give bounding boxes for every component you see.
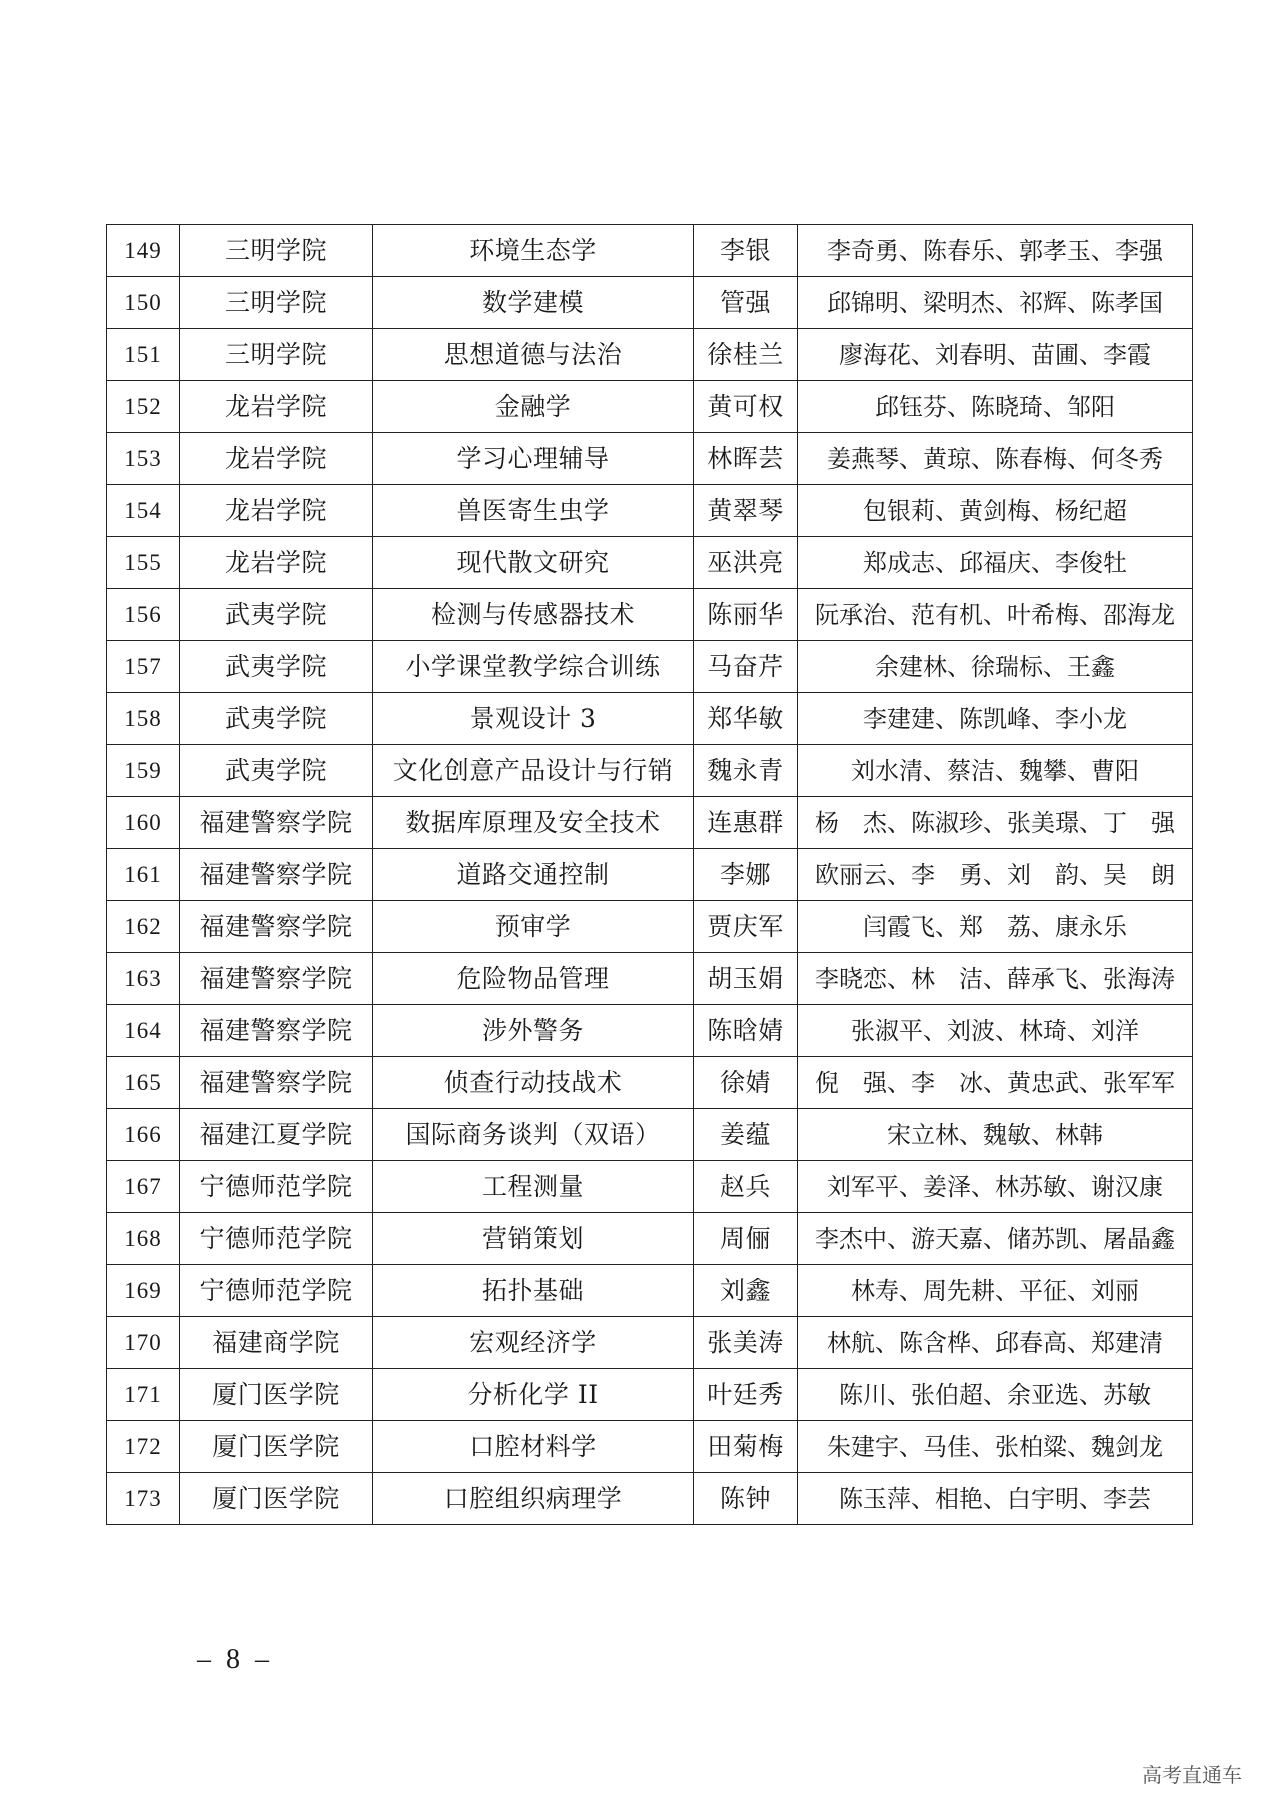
school-name: 福建警察学院 xyxy=(180,797,373,849)
row-number: 161 xyxy=(107,849,180,901)
course-name: 检测与传感器技术 xyxy=(373,589,694,641)
row-number: 170 xyxy=(107,1317,180,1369)
row-number: 166 xyxy=(107,1109,180,1161)
course-leader: 胡玉娟 xyxy=(694,953,798,1005)
row-number: 162 xyxy=(107,901,180,953)
school-name: 福建警察学院 xyxy=(180,849,373,901)
row-number: 151 xyxy=(107,329,180,381)
table-row xyxy=(107,485,1193,537)
team-members: 倪 强、李 冰、黄忠武、张军军 xyxy=(798,1057,1193,1109)
team-members: 姜燕琴、黄琼、陈春梅、何冬秀 xyxy=(798,433,1193,485)
row-number: 165 xyxy=(107,1057,180,1109)
row-number: 150 xyxy=(107,277,180,329)
course-leader: 刘鑫 xyxy=(694,1265,798,1317)
team-members: 林航、陈含桦、邱春高、郑建清 xyxy=(798,1317,1193,1369)
team-members: 闫霞飞、郑 荔、康永乐 xyxy=(798,901,1193,953)
course-name: 宏观经济学 xyxy=(373,1317,694,1369)
course-leader: 陈晗婧 xyxy=(694,1005,798,1057)
table-row xyxy=(107,537,1193,589)
row-number: 169 xyxy=(107,1265,180,1317)
course-name: 营销策划 xyxy=(373,1213,694,1265)
course-leader: 陈丽华 xyxy=(694,589,798,641)
table-row xyxy=(107,745,1193,797)
school-name: 福建警察学院 xyxy=(180,1005,373,1057)
school-name: 厦门医学院 xyxy=(180,1473,373,1525)
row-number: 164 xyxy=(107,1005,180,1057)
school-name: 三明学院 xyxy=(180,225,373,277)
table-row xyxy=(107,433,1193,485)
team-members: 张淑平、刘波、林琦、刘洋 xyxy=(798,1005,1193,1057)
row-number: 153 xyxy=(107,433,180,485)
course-leader: 马奋芹 xyxy=(694,641,798,693)
school-name: 武夷学院 xyxy=(180,693,373,745)
school-name: 福建警察学院 xyxy=(180,1057,373,1109)
course-name: 拓扑基础 xyxy=(373,1265,694,1317)
school-name: 武夷学院 xyxy=(180,641,373,693)
table-row xyxy=(107,1161,1193,1213)
school-name: 龙岩学院 xyxy=(180,433,373,485)
school-name: 福建江夏学院 xyxy=(180,1109,373,1161)
table-row xyxy=(107,693,1193,745)
course-leader: 贾庆军 xyxy=(694,901,798,953)
row-number: 163 xyxy=(107,953,180,1005)
school-name: 龙岩学院 xyxy=(180,537,373,589)
course-leader: 管强 xyxy=(694,277,798,329)
team-members: 李杰中、游天嘉、储苏凯、屠晶鑫 xyxy=(798,1213,1193,1265)
course-name: 金融学 xyxy=(373,381,694,433)
school-name: 三明学院 xyxy=(180,277,373,329)
team-members: 林寿、周先耕、平征、刘丽 xyxy=(798,1265,1193,1317)
team-members: 朱建宇、马佳、张柏粱、魏剑龙 xyxy=(798,1421,1193,1473)
team-members: 邱锦明、梁明杰、祁辉、陈孝国 xyxy=(798,277,1193,329)
table-row xyxy=(107,381,1193,433)
course-name: 环境生态学 xyxy=(373,225,694,277)
course-name: 工程测量 xyxy=(373,1161,694,1213)
table-row xyxy=(107,1473,1193,1525)
course-name: 景观设计 3 xyxy=(373,693,694,745)
table-row xyxy=(107,1369,1193,1421)
course-leader: 连惠群 xyxy=(694,797,798,849)
course-name: 道路交通控制 xyxy=(373,849,694,901)
table-row xyxy=(107,1213,1193,1265)
school-name: 厦门医学院 xyxy=(180,1421,373,1473)
course-leader: 张美涛 xyxy=(694,1317,798,1369)
row-number: 156 xyxy=(107,589,180,641)
row-number: 154 xyxy=(107,485,180,537)
course-name: 分析化学 II xyxy=(373,1369,694,1421)
table-row xyxy=(107,277,1193,329)
course-name: 数学建模 xyxy=(373,277,694,329)
row-number: 172 xyxy=(107,1421,180,1473)
row-number: 173 xyxy=(107,1473,180,1525)
school-name: 福建警察学院 xyxy=(180,953,373,1005)
course-leader: 赵兵 xyxy=(694,1161,798,1213)
course-name: 学习心理辅导 xyxy=(373,433,694,485)
course-leader: 徐婧 xyxy=(694,1057,798,1109)
course-leader: 郑华敏 xyxy=(694,693,798,745)
school-name: 福建警察学院 xyxy=(180,901,373,953)
row-number: 168 xyxy=(107,1213,180,1265)
school-name: 厦门医学院 xyxy=(180,1369,373,1421)
table-row xyxy=(107,1057,1193,1109)
table-row xyxy=(107,641,1193,693)
course-name: 国际商务谈判（双语） xyxy=(373,1109,694,1161)
course-name: 危险物品管理 xyxy=(373,953,694,1005)
row-number: 158 xyxy=(107,693,180,745)
table-row xyxy=(107,225,1193,277)
team-members: 陈玉萍、相艳、白宇明、李芸 xyxy=(798,1473,1193,1525)
course-leader: 李银 xyxy=(694,225,798,277)
course-table xyxy=(106,224,1193,1525)
team-members: 刘军平、姜泽、林苏敏、谢汉康 xyxy=(798,1161,1193,1213)
course-leader: 陈钟 xyxy=(694,1473,798,1525)
table-row xyxy=(107,589,1193,641)
course-table-body xyxy=(107,225,1193,1525)
course-leader: 黄翠琴 xyxy=(694,485,798,537)
table-row xyxy=(107,849,1193,901)
row-number: 160 xyxy=(107,797,180,849)
table-row xyxy=(107,953,1193,1005)
course-name: 口腔组织病理学 xyxy=(373,1473,694,1525)
course-leader: 田菊梅 xyxy=(694,1421,798,1473)
school-name: 宁德师范学院 xyxy=(180,1265,373,1317)
school-name: 宁德师范学院 xyxy=(180,1161,373,1213)
team-members: 包银莉、黄剑梅、杨纪超 xyxy=(798,485,1193,537)
team-members: 余建林、徐瑞标、王鑫 xyxy=(798,641,1193,693)
school-name: 武夷学院 xyxy=(180,589,373,641)
table-row xyxy=(107,901,1193,953)
course-name: 兽医寄生虫学 xyxy=(373,485,694,537)
course-leader: 林晖芸 xyxy=(694,433,798,485)
course-name: 口腔材料学 xyxy=(373,1421,694,1473)
team-members: 阮承治、范有机、叶希梅、邵海龙 xyxy=(798,589,1193,641)
course-name: 侦查行动技战术 xyxy=(373,1057,694,1109)
team-members: 邱钰芬、陈晓琦、邹阳 xyxy=(798,381,1193,433)
table-row xyxy=(107,1265,1193,1317)
team-members: 刘水清、蔡洁、魏攀、曹阳 xyxy=(798,745,1193,797)
course-name: 思想道德与法治 xyxy=(373,329,694,381)
team-members: 郑成志、邱福庆、李俊牡 xyxy=(798,537,1193,589)
course-name: 数据库原理及安全技术 xyxy=(373,797,694,849)
school-name: 三明学院 xyxy=(180,329,373,381)
row-number: 167 xyxy=(107,1161,180,1213)
course-leader: 徐桂兰 xyxy=(694,329,798,381)
row-number: 171 xyxy=(107,1369,180,1421)
row-number: 152 xyxy=(107,381,180,433)
team-members: 陈川、张伯超、余亚选、苏敏 xyxy=(798,1369,1193,1421)
table-row xyxy=(107,329,1193,381)
school-name: 武夷学院 xyxy=(180,745,373,797)
course-leader: 巫洪亮 xyxy=(694,537,798,589)
table-row xyxy=(107,1005,1193,1057)
row-number: 157 xyxy=(107,641,180,693)
school-name: 龙岩学院 xyxy=(180,381,373,433)
course-name: 小学课堂教学综合训练 xyxy=(373,641,694,693)
course-name: 文化创意产品设计与行销 xyxy=(373,745,694,797)
team-members: 廖海花、刘春明、苗圃、李霞 xyxy=(798,329,1193,381)
team-members: 宋立林、魏敏、林韩 xyxy=(798,1109,1193,1161)
row-number: 149 xyxy=(107,225,180,277)
course-leader: 黄可权 xyxy=(694,381,798,433)
course-name: 现代散文研究 xyxy=(373,537,694,589)
table-row xyxy=(107,797,1193,849)
course-leader: 周俪 xyxy=(694,1213,798,1265)
course-leader: 魏永青 xyxy=(694,745,798,797)
team-members: 李晓恋、林 洁、薛承飞、张海涛 xyxy=(798,953,1193,1005)
team-members: 欧丽云、李 勇、刘 韵、吴 朗 xyxy=(798,849,1193,901)
table-row xyxy=(107,1109,1193,1161)
school-name: 龙岩学院 xyxy=(180,485,373,537)
row-number: 159 xyxy=(107,745,180,797)
course-name: 涉外警务 xyxy=(373,1005,694,1057)
watermark-text: 高考直通车 xyxy=(1142,1763,1242,1787)
row-number: 155 xyxy=(107,537,180,589)
team-members: 李奇勇、陈春乐、郭孝玉、李强 xyxy=(798,225,1193,277)
school-name: 宁德师范学院 xyxy=(180,1213,373,1265)
team-members: 杨 杰、陈淑珍、张美璟、丁 强 xyxy=(798,797,1193,849)
team-members: 李建建、陈凯峰、李小龙 xyxy=(798,693,1193,745)
table-row xyxy=(107,1317,1193,1369)
table-row xyxy=(107,1421,1193,1473)
school-name: 福建商学院 xyxy=(180,1317,373,1369)
course-leader: 李娜 xyxy=(694,849,798,901)
page-number: – 8 – xyxy=(197,1644,273,1675)
course-leader: 叶廷秀 xyxy=(694,1369,798,1421)
course-name: 预审学 xyxy=(373,901,694,953)
course-leader: 姜蕴 xyxy=(694,1109,798,1161)
